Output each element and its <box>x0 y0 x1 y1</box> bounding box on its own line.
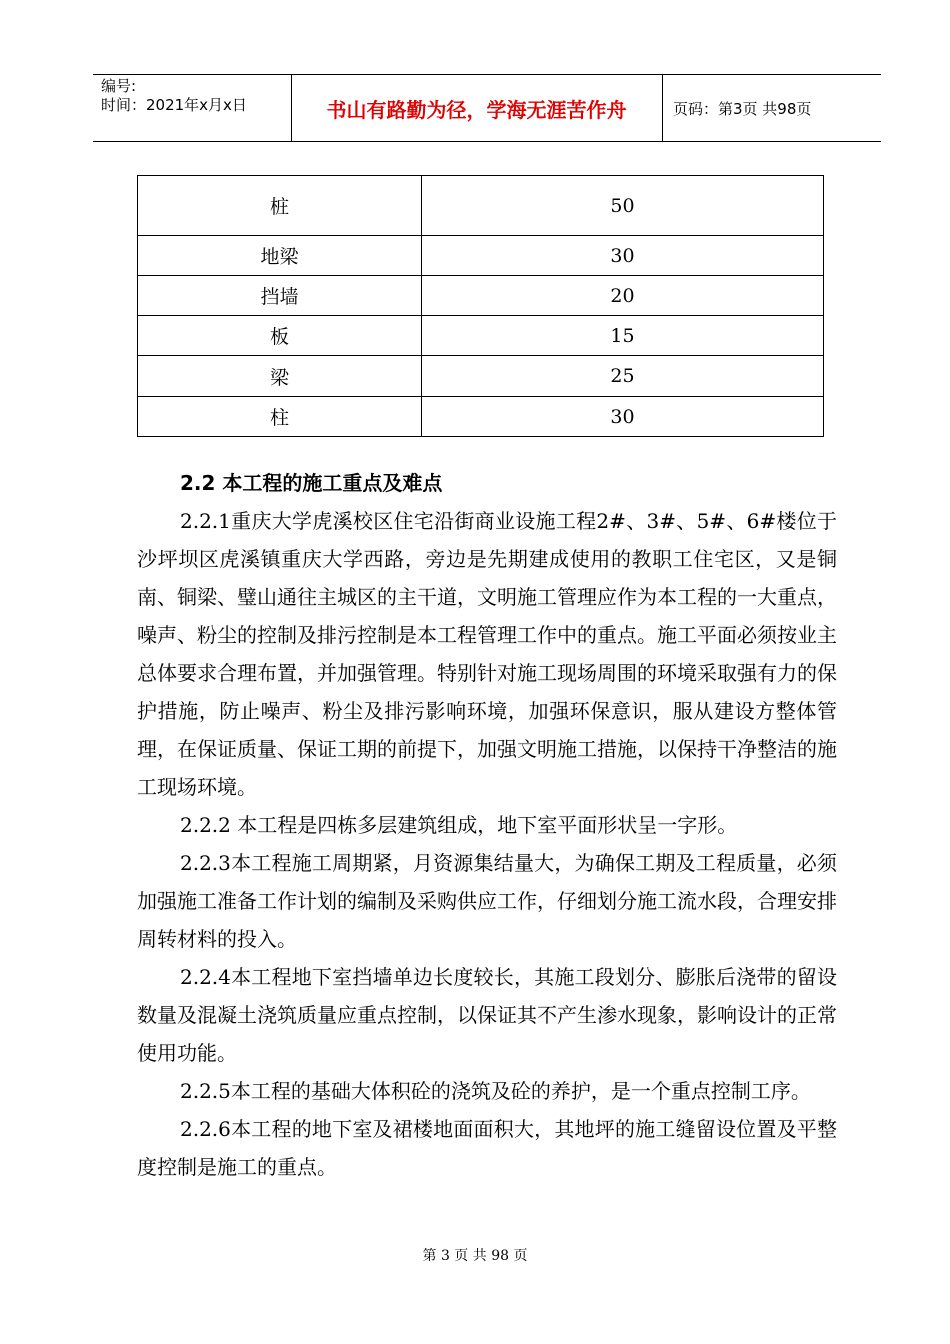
table-cell-name: 柱 <box>138 397 422 437</box>
table-cell-value: 20 <box>422 276 824 316</box>
table-cell-name: 板 <box>138 316 422 356</box>
header-divider-right <box>662 74 663 142</box>
table-row <box>138 236 824 276</box>
data-table <box>137 175 824 437</box>
table-row <box>138 176 824 236</box>
header-bottom-rule <box>93 141 881 142</box>
header-time-label: 时间：2021年x月x日 <box>101 96 247 114</box>
table-cell-value: 30 <box>422 397 824 437</box>
header-number-label: 编号: <box>101 77 137 95</box>
paragraph: 2.2.5本工程的基础大体积砼的浇筑及砼的养护，是一个重点控制工序。 <box>180 1079 811 1103</box>
paragraph: 2.2.6本工程的地下室及裙楼地面面积大，其地坪的施工缝留设位置及平整度控制是施工的重点。 <box>137 1117 837 1179</box>
table-cell-name: 桩 <box>138 176 422 236</box>
table-cell-value: 25 <box>422 356 824 397</box>
paragraph: 2.2.2 本工程是四栋多层建筑组成，地下室平面形状呈一字形。 <box>180 813 738 837</box>
table-cell-value: 50 <box>422 176 824 236</box>
table-row <box>138 397 824 437</box>
table-row <box>138 356 824 397</box>
table-cell-name: 地梁 <box>138 236 422 276</box>
table-row <box>138 276 824 316</box>
paragraph: 2.2.4本工程地下室挡墙单边长度较长，其施工段划分、膨胀后浇带的留设数量及混凝土浇筑质量应重点控制，以保证其不产生渗水现象，影响设计的正常使用功能。 <box>137 965 837 1065</box>
section-heading: 2.2 本工程的施工重点及难点 <box>180 471 443 495</box>
table-cell-value: 30 <box>422 236 824 276</box>
header-motto: 书山有路勤为径，学海无涯苦作舟 <box>326 98 627 122</box>
paragraph: 2.2.1重庆大学虎溪校区住宅沿街商业设施工程2#、3#、5#、6#楼位于沙坪坝区虎溪镇重庆大学西路，旁边是先期建成使用的教职工住宅区，又是铜南、铜梁、璧山通往主城区的主干道，文明施工管理应作为本工程的一大重点，噪声、粉尘的控制及排污控制是本工程管理工作中的重点。施工平面必须按业主总体要求合理布置，并加强管理。特别针对施工现场周围的环境采取强有力的保护措施，防止噪声、粉尘及排污影响环境，加强环保意识，服从建设方整体管理，在保证质量、保证工期的前提下，加强文明施工措施，以保持干净整洁的施工现场环境。 <box>137 509 837 799</box>
page-footer: 第 3 页 共 98 页 <box>422 1248 528 1264</box>
table-cell-value: 15 <box>422 316 824 356</box>
header-page-info: 页码：第3页 共98页 <box>673 100 812 118</box>
table-cell-name: 挡墙 <box>138 276 422 316</box>
header-meta <box>101 77 247 115</box>
header-top-rule <box>93 74 881 75</box>
table-row <box>138 316 824 356</box>
paragraph: 2.2.3本工程施工周期紧，月资源集结量大，为确保工期及工程质量，必须加强施工准备工作计划的编制及采购供应工作，仔细划分施工流水段，合理安排周转材料的投入。 <box>137 851 837 951</box>
table-cell-name: 梁 <box>138 356 422 397</box>
document-body <box>137 464 837 1186</box>
page-header <box>93 74 881 142</box>
